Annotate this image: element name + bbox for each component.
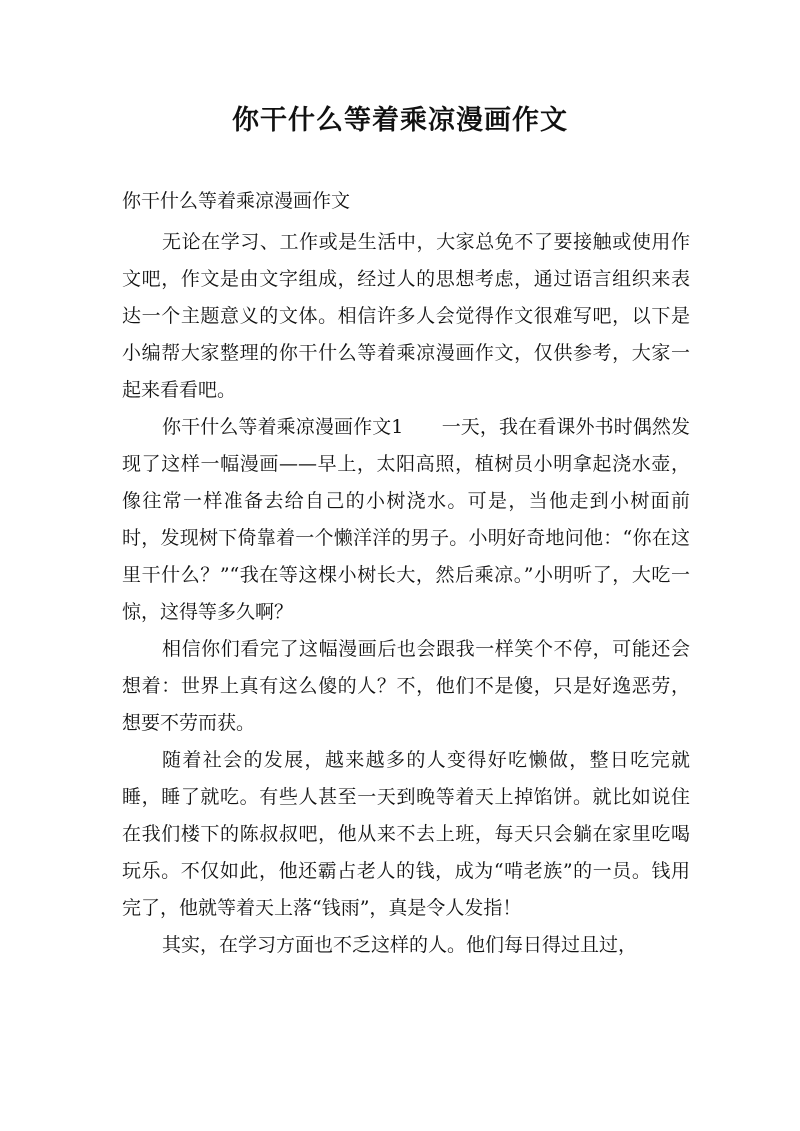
- document-title: 你干什么等着乘凉漫画作文: [232, 105, 568, 136]
- document-subtitle: 你干什么等着乘凉漫画作文: [122, 190, 351, 212]
- paragraph-essay-1-opening: 你干什么等着乘凉漫画作文1 一天，我在看课外书时偶然发现了这样一幅漫画——早上，太阳高照，植树员小明拿起浇水壶，像往常一样准备去给自己的小树浇水。可是，当他走到小树面前时，发现树下倚靠着一个懒洋洋的男子。小明好奇地问他：“你在这里干什么？”“我在等这棵小树长大，然后乘凉。”小明听了，大吃一惊，这得等多久啊？: [122, 416, 690, 623]
- paragraph-intro: 无论在学习、工作或是生活中，大家总免不了要接触或使用作文吧，作文是由文字组成，经过人的思想考虑，通过语言组织来表达一个主题意义的文体。相信许多人会觉得作文很难写吧，以下是小编帮大家整理的你干什么等着乘凉漫画作文，仅供参考，大家一起来看看吧。: [122, 231, 690, 401]
- document-body: [122, 224, 690, 964]
- paragraph-society: 随着社会的发展，越来越多的人变得好吃懒做，整日吃完就睡，睡了就吃。有些人甚至一天到晚等着天上掉馅饼。就比如说住在我们楼下的陈叔叔吧，他从来不去上班，每天只会躺在家里吃喝玩乐。不仅如此，他还霸占老人的钱，成为“啃老族”的一员。钱用完了，他就等着天上落“钱雨”，真是令人发指！: [122, 749, 690, 919]
- paragraph-study: 其实，在学习方面也不乏这样的人。他们每日得过且过，: [162, 934, 638, 956]
- paragraph-reflection: 相信你们看完了这幅漫画后也会跟我一样笑个不停，可能还会想着：世界上真有这么傻的人？不，他们不是傻，只是好逸恶劳，想要不劳而获。: [122, 638, 690, 734]
